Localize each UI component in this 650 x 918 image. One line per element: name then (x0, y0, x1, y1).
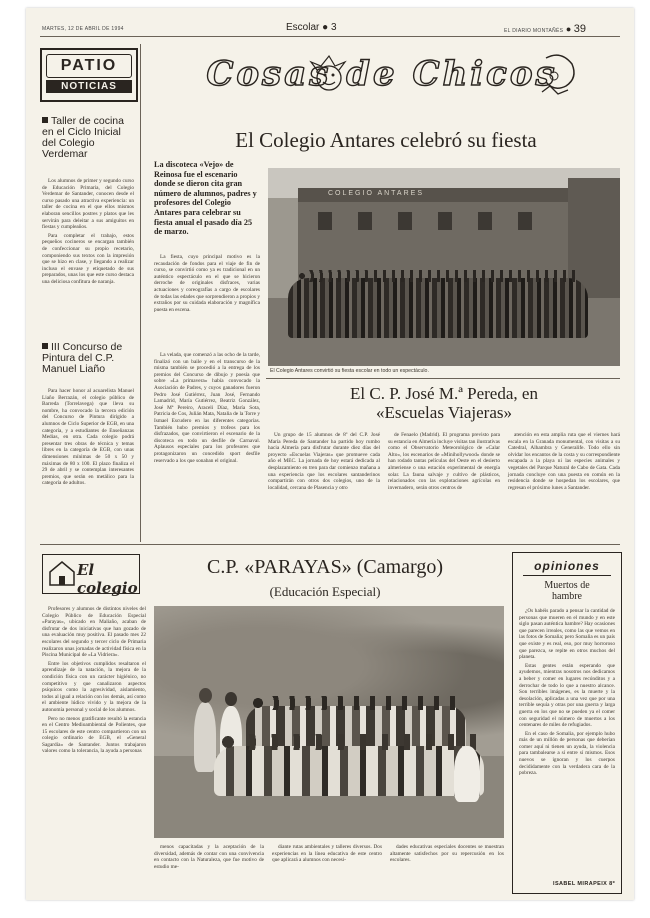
section-rule (40, 544, 620, 545)
person (194, 702, 216, 772)
antares-photo (268, 168, 620, 366)
window (478, 212, 492, 230)
school-house-icon (47, 558, 77, 588)
person-head (199, 688, 212, 703)
opiniones-logo: opiniones (534, 559, 600, 573)
crowd-of-students (288, 278, 588, 338)
newspaper-page (26, 8, 634, 900)
article-body-taller: Los alumnos de primer y segundo curso de Educación Primaria, del Colegio Verdemar de Santander, conocen desde el curso pasado una atractiva experiencia: un taller de cocina en el que ellos mismos elaboran sencillos postres y platos que les servirán para deleitar a sus amiguitos en fiestas y cumpleaños. Para completar el trabajo, estos pequeños cocineros se encargan también de confeccionar su propio recetario, componiendo sus textos con la impresión que se hizo en clase, y llegando a realizar incluso el envase y etiquetado de sus preparados, unas los que este curso destaca una deliciosa confitura de naranja. (42, 178, 134, 285)
section-rule (266, 378, 620, 379)
paper-header (504, 23, 586, 35)
antares-headline: El Colegio Antares celebró su fiesta (235, 128, 537, 152)
crowd-heads (298, 270, 578, 282)
parayas-intro: Profesores y alumnos de distintos niveles del Colegio Público de Educación Especial «Parayas», ubicado en Maliaño, acaban de disfrutar de dos iniciativas que han gozado de una evaluación muy positiva. El pasado mes 22 escolares del segundo y tercer ciclo de Primaria realizaron unas jornadas de actividad física en la Piscina Municipal de «La Vidriera». Entre los objetivos cumplidos resaltaron el aprendizaje de la natación, la mejora de la condición física con un carácter higiénico, no competitivo y que canalizaron aspectos psíquicos como la agresividad, aislamiento, todos al igual a relación con los demás, así como el ambiente lúdico vivido y la mejora de la autonomía personal y social de los alumnos. Pero no menos gratificante resultó la estancia en el Centro Medioambiental de Polientes, que 15 escolares de este centro compartieron con un colegio ordinario de EGB, el «General Sagardía» de Santander. Juntos trabajaron valores como la tolerancia, la ayuda a personas (42, 606, 146, 755)
issue-date: MARTES, 12 DE ABRIL DE 1994 (42, 26, 124, 32)
cosas-de-chicos-title: Cosas de Chicos (206, 54, 558, 94)
window (518, 212, 532, 230)
parayas-subheadline: (Educación Especial) (269, 584, 381, 599)
group-heads (252, 696, 462, 710)
opinion-signature: ISABEL MIRAPEIX 8º (553, 881, 615, 887)
patio-logo-text: PATIO (46, 54, 132, 78)
section-page: 3 (330, 22, 337, 33)
parayas-bottom-col1: menos capacitadas y la aceptación de la diversidad, además de contar con una convivencia en contacto con la Naturaleza, que fue motivo de estudio me- (154, 844, 264, 870)
parayas-bottom-col3: dades educativas especiales docentes se muestran altamente satisfechos por su repercusión en los escolares. (390, 844, 504, 864)
page-number: 39 (573, 23, 587, 35)
square-bullet-icon (42, 343, 48, 349)
pereda-headline-line1: El C. P. José M.ª Pereda, en (350, 384, 538, 403)
antares-lead: La discoteca «Vejo» de Reinosa fue el escenario donde se dieron cita gran número de alumnos, padres y profesores del Colegio Antares para celebrar su fiesta anual el pasado día 25 de marzo. (154, 160, 257, 237)
parayas-headline: C.P. «PARAYAS» (Camargo) (207, 556, 443, 578)
bullet-icon: ● (322, 22, 329, 33)
section-name: Escolar (286, 22, 320, 33)
antares-body-col2: La velada, que comenzó a las ocho de la tarde, finalizó con un baile y en el transcurso de la misma también se procedió a la entrega de los premios del Concurso de dibujo y poesía que sobre «La primavera» había convocado la Asociación de Padres, y cuyos ganadores fueron Pedro José Gutiérrez, Juan José, Fernando Lamadrid, María Gutiérrez, Beatriz González, José Mª Pereiro, Araceli Díaz, María Sota, Patricia de Cos, Julián Mata, Natalia de la Torre y Ismael Escudero en las diferentes categorías. También hubo premios y trofeos para los disfrazados, que convirtieron el escenario de la discoteca en todo un desfile de Carnaval. Aplausos especiales para los profesores que protagonizaron un concedido sport desfile reservado a los que sonaban el original. (154, 352, 260, 464)
parayas-bottom-col2: diante rutas ambientales y talleres diversos. Dos experiencias en la línea educativa de este centro que aplicará a alumnos con necesi- (272, 844, 382, 864)
pereda-col2: de Fenaelo (Madrid). El programa previsto para su estancia en Almería incluye visitas tan ilustrativas como el Observatorio Meteorológico de «Calar Alto», los escenarios de «Minihollywood» donde se han rodado tantas películas del Oeste en el desierto almeriense o una estación experimental de energía solar. La fauna salvaje y cultivo de plásticos, relacionados con las explotaciones agrícolas en invernadero, serán otros centros de (388, 432, 500, 491)
window (318, 212, 332, 230)
front-row-students (214, 746, 484, 796)
opinion-body: ¿Os habéis parado a pensar la cantidad de personas que mueren en el mundo y en este siglo pasan auténtica hambre? Hay ocasiones que parecen irreales, como las que vemos en las fotos de Somalia; pero Somalia es un país que existe y es real, eso, por muy horroroso que parezca, se repite en otros muchos del planeta. Estas gentes están esperando que ayudemos, mientras nosotros nos dedicamos a beber y comer en lugares recónditos y a derrochar de todo lo que a nuestro alcance. Son terribles imágenes, es la muerte y la desolación, aplicadas a una vez que por una terrible sequía y otras por una guerra y larga guerra en los que no se pueden ya el comer con seguridad el número de muertos a los centenares de miles de refugiados. En el caso de Somalia, por ejemplo hubo más de un millón de personas que deberían comer aquí ni tienen un ayuda, la violencia para tambalearse a sí entre sí mismos. Esos nuevos se ignoran y los cuerpos decididamente con la verdadera cara de la pobreza. (519, 608, 615, 777)
window (438, 212, 452, 230)
pereda-headline-line2: «Escuelas Viajeras» (375, 403, 513, 422)
parayas-photo (154, 606, 504, 838)
paper-name: EL DIARIO MONTAÑÉS (504, 28, 564, 34)
cosas-de-chicos-banner (154, 48, 616, 108)
person-head (225, 692, 237, 706)
bullet-icon: ● (565, 24, 572, 34)
antares-body-col1: La fiesta, cuyo principal motivo es la recaudación de fondos para el viaje de fin de curso, se convirtió como ya es tradicional en un auténtico espectáculo en el que se hicieron derroche de originales disfraces, varias actuaciones y coreografías a cargo de escolares de todas las edades que sorprendieron a propios y extraños por su cuidada elaboración y magnífica puesta en escena. (154, 254, 260, 313)
pereda-col3: atención en esta amplia ruta que el viernes hará escala en la Granada monumental, con visitas a su Catedral, Alhambra y Generalife. Todo ello sin olvidar los encantos de la costa y su correspondiente escapada a la playa ni las especies animales y vegetales del Parque Natural de Cabo de Gata. Cada jornada concluye con una puesta en común en la residencia donde se hospedan los escolares, que regresan el próximo lunes a Santander. (508, 432, 620, 491)
column-rule (140, 44, 141, 542)
article-title-concurso: III Concurso de Pintura del C.P. Manuel Liaño (42, 341, 123, 375)
front-row-heads (220, 734, 480, 750)
pereda-headline (268, 384, 620, 422)
person (454, 746, 480, 802)
antares-photo-caption: El Colegio Antares convirtió su fiesta escolar en todo un espectáculo. (270, 368, 429, 374)
window (398, 212, 412, 230)
article-title-taller: Taller de cocina en el Ciclo Inicial del Colegio Verdemar (42, 115, 124, 160)
article-body-concurso: Para hacer honor al acuarelista Manuel Liaño Berrazán, el colegio público de Barreda (Torrelavega) que lleva su nombre, ha convocado la tercera edición del Concurso de Pintura dirigido a alumnos de Ciclo Superior de EGB, en una categoría, y a estudiantes de Enseñanzas Medias, en otra. Cada colegio podrá presentar tres obras de técnica y temas libres en la categoría de EGB, con unas dimensiones mínimas de 50 x 50 y máximas de 80 x 100. El plazo finaliza el 29 de abril y se contemplan interesantes premios, que serán en metálico para la categoría de adultos. (42, 388, 134, 487)
section-header (286, 22, 337, 33)
opiniones-box (512, 552, 622, 894)
noticias-logo-text: NOTICIAS (46, 80, 132, 93)
window (358, 212, 372, 230)
square-bullet-icon (42, 117, 48, 123)
el-colegio-logo (42, 554, 140, 597)
pereda-col1: Un grupo de 15 alumnos de 8º del C.P. José María Pereda de Santander ha partido hoy rumbo hacia Almería para disfrutar durante diez días del proyecto «Escuelas Viajeras» que promueve cada año el MEC. La jornada de hoy estará dedicada al desplazamiento en tren para dar comienzo mañana a una experiencia que los escolares santanderinos compartirán con otros dos colegios, uno de la localidad, cercana de Plasencia y otro (268, 432, 380, 491)
building-sign: COLEGIO ANTARES (328, 190, 424, 197)
el-colegio-text: El colegio (77, 561, 138, 597)
opiniones-rule (523, 575, 611, 576)
header-rule (40, 36, 620, 37)
patio-noticias-logo (40, 48, 138, 102)
opinion-title: Muertos de hambre (544, 580, 590, 602)
